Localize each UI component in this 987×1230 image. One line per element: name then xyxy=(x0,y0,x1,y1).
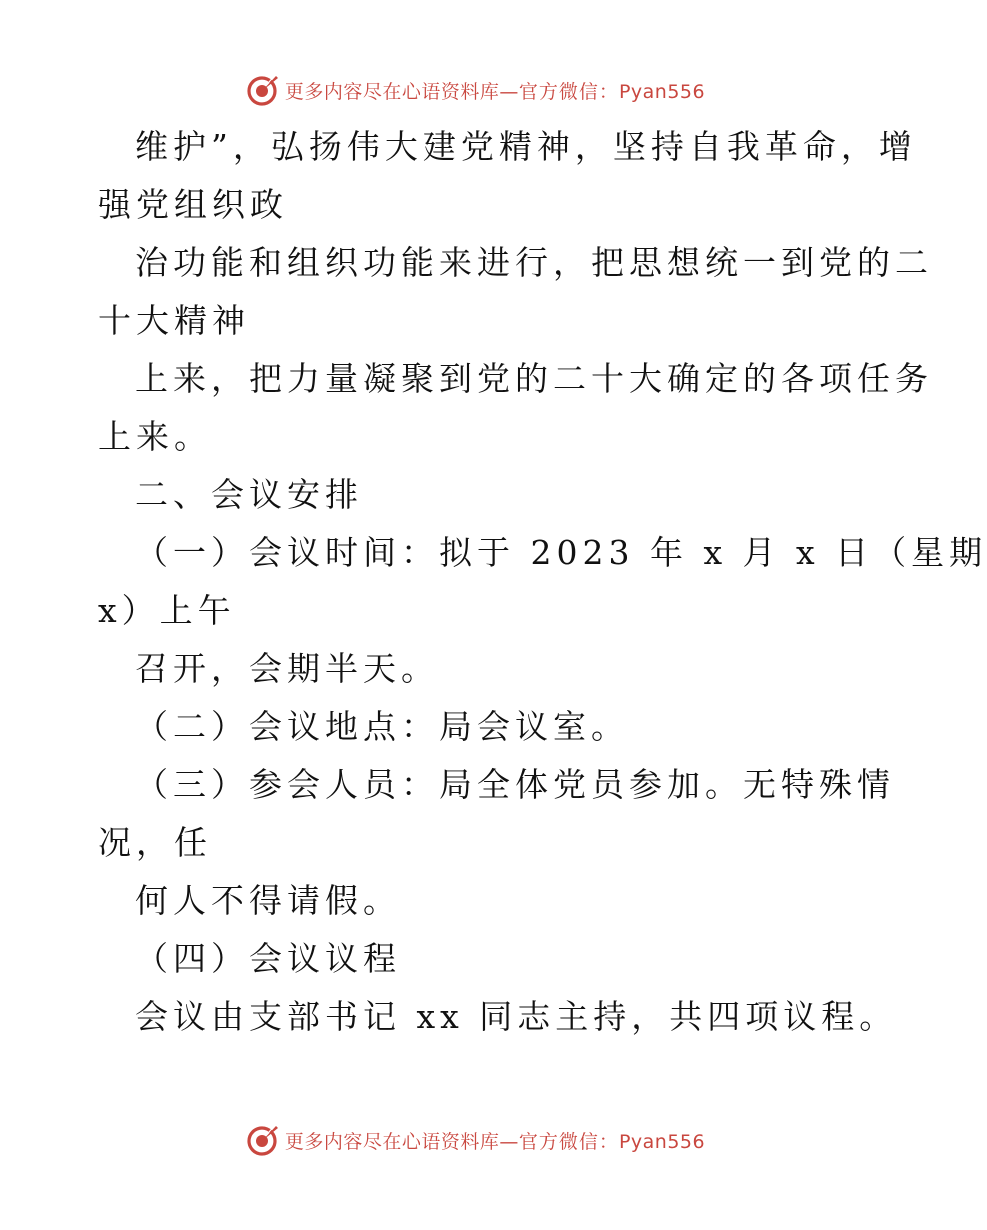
banner-dash: — xyxy=(499,80,519,103)
subsection-heading: （四）会议议程 xyxy=(135,939,401,978)
document-body xyxy=(98,118,987,1046)
text-line: x）上午 xyxy=(98,591,236,630)
banner-text xyxy=(285,77,705,104)
banner-wechat-id: Pyan556 xyxy=(618,1130,706,1153)
banner-text xyxy=(285,1127,705,1154)
text-line: 召开，会期半天。 xyxy=(135,649,439,688)
text-line: 会议由支部书记 xx 同志主持，共四项议程。 xyxy=(135,997,898,1036)
quill-circle-logo-icon xyxy=(245,72,281,108)
text-line: 何人不得请假。 xyxy=(135,881,401,920)
text-line: （三）参会人员：局全体党员参加。无特殊情 xyxy=(135,765,895,804)
banner-wechat-label: 官方微信： xyxy=(518,80,619,103)
banner-wechat-id: Pyan556 xyxy=(618,80,706,103)
text-line: 十大精神 xyxy=(98,301,250,340)
text-line: 上来，把力量凝聚到党的二十大确定的各项任务 xyxy=(135,359,933,398)
quill-circle-logo-icon xyxy=(245,1122,281,1158)
banner-slogan: 更多内容尽在心语资料库 xyxy=(284,80,500,103)
banner-wechat-label: 官方微信： xyxy=(518,1130,619,1153)
footer-banner xyxy=(0,1120,950,1160)
text-line: （二）会议地点：局会议室。 xyxy=(135,707,629,746)
text-line: 强党组织政 xyxy=(98,185,288,224)
banner-slogan: 更多内容尽在心语资料库 xyxy=(284,1130,500,1153)
text-line: 上来。 xyxy=(98,417,212,456)
text-line: 治功能和组织功能来进行，把思想统一到党的二 xyxy=(135,243,933,282)
banner-dash: — xyxy=(499,1130,519,1153)
header-banner xyxy=(0,70,950,110)
text-line: 维护”，弘扬伟大建党精神，坚持自我革命，增 xyxy=(135,127,917,166)
section-heading: 二、会议安排 xyxy=(135,475,363,514)
text-line: 况，任 xyxy=(98,823,212,862)
text-line: （一）会议时间：拟于 2023 年 x 月 x 日（星期 xyxy=(135,533,987,572)
